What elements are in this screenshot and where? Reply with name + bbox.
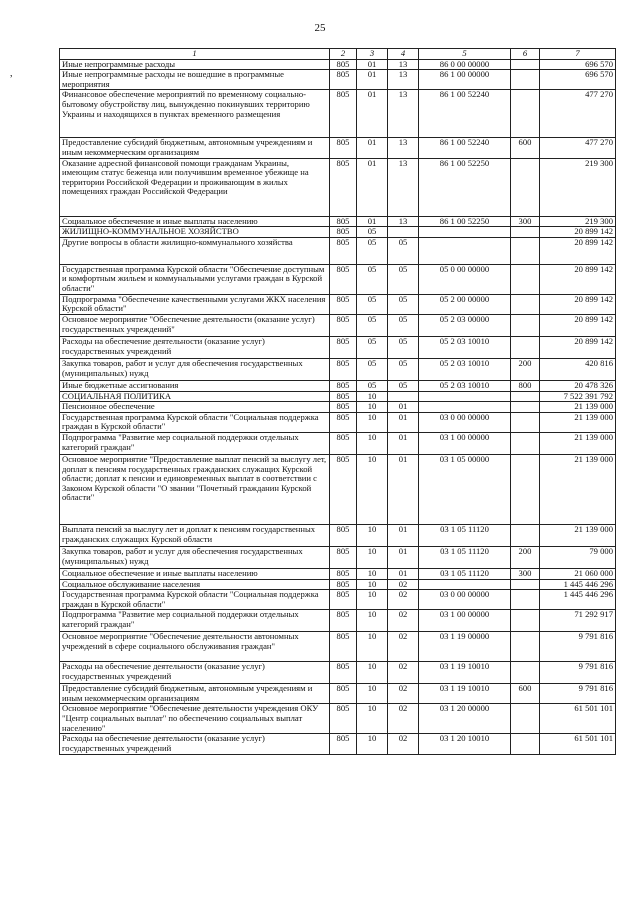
row-amount-cell: 9 791 816 bbox=[540, 662, 616, 684]
row-name-cell: Социальное обслуживание населения bbox=[60, 579, 330, 590]
row-admin-code-cell: 805 bbox=[330, 546, 357, 568]
table-row bbox=[60, 734, 616, 754]
row-expense-type-cell bbox=[511, 579, 540, 590]
row-amount-cell: 71 292 917 bbox=[540, 610, 616, 632]
row-expense-type-cell bbox=[511, 524, 540, 546]
row-expense-type-cell bbox=[511, 590, 540, 610]
row-section-cell: 05 bbox=[357, 264, 388, 294]
row-expense-type-cell bbox=[511, 632, 540, 662]
row-subsection-cell: 02 bbox=[388, 579, 419, 590]
row-amount-cell: 219 300 bbox=[540, 158, 616, 216]
row-target-article-cell: 05 2 03 10010 bbox=[419, 380, 511, 391]
row-name-cell: Предоставление субсидий бюджетным, автономным учреждениям и иным некоммерческим организациям bbox=[60, 138, 330, 158]
row-section-cell: 10 bbox=[357, 454, 388, 524]
row-target-article-cell: 86 0 00 00000 bbox=[419, 59, 511, 70]
row-target-article-cell: 03 0 00 00000 bbox=[419, 412, 511, 432]
row-subsection-cell: 01 bbox=[388, 454, 419, 524]
row-expense-type-cell: 600 bbox=[511, 684, 540, 704]
row-admin-code-cell: 805 bbox=[330, 158, 357, 216]
row-amount-cell: 21 139 000 bbox=[540, 454, 616, 524]
row-expense-type-cell bbox=[511, 158, 540, 216]
header-cell: 5 bbox=[419, 49, 511, 60]
row-target-article-cell: 05 2 03 00000 bbox=[419, 314, 511, 336]
row-expense-type-cell bbox=[511, 432, 540, 454]
row-name-cell: Основное мероприятие "Обеспечение деятельности учреждения ОКУ "Центр социальных выплат" по обеспечению социальных выплат населению" bbox=[60, 704, 330, 734]
row-target-article-cell: 86 1 00 52240 bbox=[419, 138, 511, 158]
table-row bbox=[60, 237, 616, 264]
header-cell: 1 bbox=[60, 49, 330, 60]
row-subsection-cell: 02 bbox=[388, 684, 419, 704]
row-amount-cell: 20 478 326 bbox=[540, 380, 616, 391]
row-expense-type-cell bbox=[511, 237, 540, 264]
row-target-article-cell bbox=[419, 227, 511, 238]
row-target-article-cell: 86 1 00 52250 bbox=[419, 216, 511, 227]
row-amount-cell: 21 139 000 bbox=[540, 412, 616, 432]
row-amount-cell: 1 445 446 296 bbox=[540, 590, 616, 610]
row-name-cell: ЖИЛИЩНО-КОММУНАЛЬНОЕ ХОЗЯЙСТВО bbox=[60, 227, 330, 238]
row-target-article-cell: 03 1 05 11120 bbox=[419, 568, 511, 579]
row-amount-cell: 20 899 142 bbox=[540, 336, 616, 358]
header-row bbox=[60, 49, 616, 60]
table-row bbox=[60, 227, 616, 238]
table-body bbox=[60, 59, 616, 754]
row-amount-cell: 20 899 142 bbox=[540, 264, 616, 294]
row-name-cell: Выплата пенсий за выслугу лет и доплат к пенсиям государственных гражданских служащих Курской области bbox=[60, 524, 330, 546]
row-name-cell: Закупка товаров, работ и услуг для обеспечения государственных (муниципальных) нужд bbox=[60, 546, 330, 568]
row-admin-code-cell: 805 bbox=[330, 402, 357, 413]
row-subsection-cell: 05 bbox=[388, 314, 419, 336]
row-expense-type-cell bbox=[511, 294, 540, 314]
row-admin-code-cell: 805 bbox=[330, 70, 357, 90]
row-admin-code-cell: 805 bbox=[330, 59, 357, 70]
row-expense-type-cell: 300 bbox=[511, 568, 540, 579]
row-target-article-cell: 03 1 19 00000 bbox=[419, 632, 511, 662]
row-expense-type-cell bbox=[511, 336, 540, 358]
row-name-cell: Государственная программа Курской области "Обеспечение доступным и комфортным жильем и коммунальными услугами граждан в Курской области" bbox=[60, 264, 330, 294]
row-admin-code-cell: 805 bbox=[330, 138, 357, 158]
row-expense-type-cell: 300 bbox=[511, 216, 540, 227]
row-target-article-cell: 05 0 00 00000 bbox=[419, 264, 511, 294]
row-name-cell: Социальное обеспечение и иные выплаты населению bbox=[60, 568, 330, 579]
row-section-cell: 10 bbox=[357, 412, 388, 432]
header-cell: 7 bbox=[540, 49, 616, 60]
row-admin-code-cell: 805 bbox=[330, 90, 357, 138]
row-target-article-cell: 86 1 00 00000 bbox=[419, 70, 511, 90]
row-target-article-cell: 05 2 03 10010 bbox=[419, 358, 511, 380]
table-row bbox=[60, 391, 616, 402]
row-section-cell: 01 bbox=[357, 70, 388, 90]
row-target-article-cell bbox=[419, 579, 511, 590]
row-target-article-cell: 03 1 05 11120 bbox=[419, 546, 511, 568]
row-section-cell: 10 bbox=[357, 524, 388, 546]
row-section-cell: 10 bbox=[357, 402, 388, 413]
row-target-article-cell: 86 1 00 52250 bbox=[419, 158, 511, 216]
row-expense-type-cell bbox=[511, 391, 540, 402]
table-row bbox=[60, 314, 616, 336]
table-row bbox=[60, 632, 616, 662]
row-admin-code-cell: 805 bbox=[330, 227, 357, 238]
row-amount-cell: 696 570 bbox=[540, 59, 616, 70]
row-section-cell: 01 bbox=[357, 216, 388, 227]
row-target-article-cell: 03 1 20 00000 bbox=[419, 704, 511, 734]
row-amount-cell: 7 522 391 792 bbox=[540, 391, 616, 402]
header-cell: 2 bbox=[330, 49, 357, 60]
row-admin-code-cell: 805 bbox=[330, 590, 357, 610]
row-amount-cell: 1 445 446 296 bbox=[540, 579, 616, 590]
row-amount-cell: 420 816 bbox=[540, 358, 616, 380]
row-name-cell: Подпрограмма "Обеспечение качественными услугами ЖКХ населения Курской области" bbox=[60, 294, 330, 314]
row-subsection-cell bbox=[388, 391, 419, 402]
row-subsection-cell: 02 bbox=[388, 662, 419, 684]
row-admin-code-cell: 805 bbox=[330, 294, 357, 314]
row-admin-code-cell: 805 bbox=[330, 264, 357, 294]
row-target-article-cell: 03 0 00 00000 bbox=[419, 590, 511, 610]
row-admin-code-cell: 805 bbox=[330, 568, 357, 579]
row-target-article-cell: 05 2 00 00000 bbox=[419, 294, 511, 314]
row-target-article-cell: 03 1 00 00000 bbox=[419, 432, 511, 454]
row-subsection-cell: 02 bbox=[388, 590, 419, 610]
row-subsection-cell: 05 bbox=[388, 264, 419, 294]
row-amount-cell: 20 899 142 bbox=[540, 314, 616, 336]
row-expense-type-cell: 800 bbox=[511, 380, 540, 391]
row-name-cell: Закупка товаров, работ и услуг для обеспечения государственных (муниципальных) нужд bbox=[60, 358, 330, 380]
row-name-cell: Основное мероприятие "Обеспечение деятельности автономных учреждений в сфере социального обслуживания граждан" bbox=[60, 632, 330, 662]
row-name-cell: Основное мероприятие "Предоставление выплат пенсий за выслугу лет, доплат к пенсиям государственных гражданских служащих Курской области; доплат к пенсии и единовременных выплат в соответствии с Законом Курской области "О звании "Почетный гражданин Курской области" bbox=[60, 454, 330, 524]
table-row bbox=[60, 412, 616, 432]
row-section-cell: 10 bbox=[357, 704, 388, 734]
header-cell: 3 bbox=[357, 49, 388, 60]
row-amount-cell: 61 501 101 bbox=[540, 704, 616, 734]
row-subsection-cell: 13 bbox=[388, 158, 419, 216]
row-section-cell: 05 bbox=[357, 380, 388, 391]
row-admin-code-cell: 805 bbox=[330, 734, 357, 754]
table-row bbox=[60, 432, 616, 454]
table-row bbox=[60, 70, 616, 90]
row-admin-code-cell: 805 bbox=[330, 432, 357, 454]
row-amount-cell: 21 139 000 bbox=[540, 432, 616, 454]
row-amount-cell: 61 501 101 bbox=[540, 734, 616, 754]
row-name-cell: Другие вопросы в области жилищно-коммунального хозяйства bbox=[60, 237, 330, 264]
row-amount-cell: 219 300 bbox=[540, 216, 616, 227]
row-admin-code-cell: 805 bbox=[330, 662, 357, 684]
table-row bbox=[60, 684, 616, 704]
row-subsection-cell bbox=[388, 227, 419, 238]
row-section-cell: 01 bbox=[357, 138, 388, 158]
row-name-cell: Расходы на обеспечение деятельности (оказание услуг) государственных учреждений bbox=[60, 662, 330, 684]
row-section-cell: 05 bbox=[357, 358, 388, 380]
table-row bbox=[60, 294, 616, 314]
row-admin-code-cell: 805 bbox=[330, 391, 357, 402]
row-admin-code-cell: 805 bbox=[330, 314, 357, 336]
row-admin-code-cell: 805 bbox=[330, 632, 357, 662]
table-row bbox=[60, 358, 616, 380]
table-row bbox=[60, 158, 616, 216]
row-name-cell: Расходы на обеспечение деятельности (оказание услуг) государственных учреждений bbox=[60, 336, 330, 358]
row-expense-type-cell bbox=[511, 454, 540, 524]
row-name-cell: Основное мероприятие "Обеспечение деятельности (оказание услуг) государственных учреждений" bbox=[60, 314, 330, 336]
row-name-cell: Оказание адресной финансовой помощи гражданам Украины, имеющим статус беженца или получившим временное убежище на территории Российской Федерации и проживающим в жилых помещениях граждан Российской Федерации bbox=[60, 158, 330, 216]
header-cell: 6 bbox=[511, 49, 540, 60]
row-subsection-cell: 01 bbox=[388, 568, 419, 579]
row-amount-cell: 477 270 bbox=[540, 90, 616, 138]
row-amount-cell: 21 139 000 bbox=[540, 402, 616, 413]
table-row bbox=[60, 590, 616, 610]
table-row bbox=[60, 662, 616, 684]
row-target-article-cell: 03 1 05 00000 bbox=[419, 454, 511, 524]
row-section-cell: 10 bbox=[357, 579, 388, 590]
row-section-cell: 10 bbox=[357, 662, 388, 684]
page-number: 25 bbox=[314, 22, 326, 34]
row-admin-code-cell: 805 bbox=[330, 524, 357, 546]
row-admin-code-cell: 805 bbox=[330, 237, 357, 264]
table-row bbox=[60, 216, 616, 227]
row-amount-cell: 20 899 142 bbox=[540, 237, 616, 264]
row-section-cell: 05 bbox=[357, 227, 388, 238]
row-name-cell: Иные бюджетные ассигнования bbox=[60, 380, 330, 391]
row-subsection-cell: 13 bbox=[388, 216, 419, 227]
row-name-cell: Иные непрограммные расходы bbox=[60, 59, 330, 70]
row-target-article-cell bbox=[419, 402, 511, 413]
row-admin-code-cell: 805 bbox=[330, 216, 357, 227]
row-amount-cell: 696 570 bbox=[540, 70, 616, 90]
row-subsection-cell: 01 bbox=[388, 432, 419, 454]
row-name-cell: Предоставление субсидий бюджетным, автономным учреждениям и иным некоммерческим организациям bbox=[60, 684, 330, 704]
row-section-cell: 05 bbox=[357, 237, 388, 264]
row-subsection-cell: 05 bbox=[388, 336, 419, 358]
table-row bbox=[60, 546, 616, 568]
row-subsection-cell: 05 bbox=[388, 358, 419, 380]
row-section-cell: 10 bbox=[357, 632, 388, 662]
row-subsection-cell: 13 bbox=[388, 90, 419, 138]
row-target-article-cell: 05 2 03 10010 bbox=[419, 336, 511, 358]
row-target-article-cell: 03 1 19 10010 bbox=[419, 684, 511, 704]
row-expense-type-cell bbox=[511, 59, 540, 70]
row-subsection-cell: 01 bbox=[388, 524, 419, 546]
table-row bbox=[60, 568, 616, 579]
row-amount-cell: 20 899 142 bbox=[540, 227, 616, 238]
row-subsection-cell: 13 bbox=[388, 70, 419, 90]
row-name-cell: Социальное обеспечение и иные выплаты населению bbox=[60, 216, 330, 227]
row-amount-cell: 21 060 000 bbox=[540, 568, 616, 579]
row-name-cell: СОЦИАЛЬНАЯ ПОЛИТИКА bbox=[60, 391, 330, 402]
row-section-cell: 05 bbox=[357, 314, 388, 336]
row-subsection-cell: 05 bbox=[388, 380, 419, 391]
table-row bbox=[60, 704, 616, 734]
table-row bbox=[60, 59, 616, 70]
row-subsection-cell: 01 bbox=[388, 402, 419, 413]
table-row bbox=[60, 138, 616, 158]
row-admin-code-cell: 805 bbox=[330, 579, 357, 590]
row-amount-cell: 20 899 142 bbox=[540, 294, 616, 314]
row-expense-type-cell bbox=[511, 90, 540, 138]
row-expense-type-cell bbox=[511, 227, 540, 238]
row-expense-type-cell bbox=[511, 314, 540, 336]
stray-mark: , bbox=[10, 68, 13, 79]
row-target-article-cell: 03 1 20 10010 bbox=[419, 734, 511, 754]
row-admin-code-cell: 805 bbox=[330, 704, 357, 734]
row-expense-type-cell: 200 bbox=[511, 358, 540, 380]
row-section-cell: 01 bbox=[357, 90, 388, 138]
table-row bbox=[60, 524, 616, 546]
row-admin-code-cell: 805 bbox=[330, 454, 357, 524]
row-section-cell: 10 bbox=[357, 568, 388, 579]
row-name-cell: Государственная программа Курской области "Социальная поддержка граждан в Курской области" bbox=[60, 590, 330, 610]
row-subsection-cell: 01 bbox=[388, 412, 419, 432]
row-admin-code-cell: 805 bbox=[330, 336, 357, 358]
table-row bbox=[60, 90, 616, 138]
table-row bbox=[60, 610, 616, 632]
row-expense-type-cell bbox=[511, 264, 540, 294]
row-name-cell: Финансовое обеспечение мероприятий по временному социально-бытовому обустройству лиц, вынужденно покинувших территорию Украины и находящихся в пунктах временного размещения bbox=[60, 90, 330, 138]
row-subsection-cell: 02 bbox=[388, 734, 419, 754]
row-name-cell: Расходы на обеспечение деятельности (оказание услуг) государственных учреждений bbox=[60, 734, 330, 754]
row-amount-cell: 9 791 816 bbox=[540, 632, 616, 662]
row-section-cell: 01 bbox=[357, 59, 388, 70]
row-subsection-cell: 05 bbox=[388, 294, 419, 314]
table-row bbox=[60, 264, 616, 294]
table-row bbox=[60, 454, 616, 524]
table-row bbox=[60, 579, 616, 590]
row-target-article-cell: 03 1 05 11120 bbox=[419, 524, 511, 546]
row-expense-type-cell: 200 bbox=[511, 546, 540, 568]
row-target-article-cell bbox=[419, 237, 511, 264]
row-name-cell: Государственная программа Курской области "Социальная поддержка граждан в Курской области" bbox=[60, 412, 330, 432]
table-row bbox=[60, 380, 616, 391]
row-admin-code-cell: 805 bbox=[330, 380, 357, 391]
row-subsection-cell: 02 bbox=[388, 632, 419, 662]
row-name-cell: Подпрограмма "Развитие мер социальной поддержки отдельных категорий граждан" bbox=[60, 432, 330, 454]
row-target-article-cell: 03 1 00 00000 bbox=[419, 610, 511, 632]
row-admin-code-cell: 805 bbox=[330, 412, 357, 432]
row-subsection-cell: 05 bbox=[388, 237, 419, 264]
row-admin-code-cell: 805 bbox=[330, 684, 357, 704]
row-expense-type-cell bbox=[511, 704, 540, 734]
row-target-article-cell: 86 1 00 52240 bbox=[419, 90, 511, 138]
row-subsection-cell: 01 bbox=[388, 546, 419, 568]
row-expense-type-cell bbox=[511, 402, 540, 413]
row-section-cell: 10 bbox=[357, 546, 388, 568]
row-expense-type-cell bbox=[511, 412, 540, 432]
row-expense-type-cell bbox=[511, 734, 540, 754]
row-subsection-cell: 13 bbox=[388, 59, 419, 70]
row-admin-code-cell: 805 bbox=[330, 610, 357, 632]
row-section-cell: 10 bbox=[357, 610, 388, 632]
row-subsection-cell: 02 bbox=[388, 704, 419, 734]
row-amount-cell: 9 791 816 bbox=[540, 684, 616, 704]
row-expense-type-cell: 600 bbox=[511, 138, 540, 158]
row-section-cell: 10 bbox=[357, 391, 388, 402]
table-row bbox=[60, 336, 616, 358]
row-amount-cell: 21 139 000 bbox=[540, 524, 616, 546]
row-amount-cell: 477 270 bbox=[540, 138, 616, 158]
row-target-article-cell bbox=[419, 391, 511, 402]
row-name-cell: Иные непрограммные расходы не вошедшие в программные мероприятия bbox=[60, 70, 330, 90]
row-section-cell: 10 bbox=[357, 590, 388, 610]
row-section-cell: 05 bbox=[357, 294, 388, 314]
header-cell: 4 bbox=[388, 49, 419, 60]
row-name-cell: Подпрограмма "Развитие мер социальной поддержки отдельных категорий граждан" bbox=[60, 610, 330, 632]
row-expense-type-cell bbox=[511, 662, 540, 684]
row-target-article-cell: 03 1 19 10010 bbox=[419, 662, 511, 684]
row-subsection-cell: 13 bbox=[388, 138, 419, 158]
row-admin-code-cell: 805 bbox=[330, 358, 357, 380]
table-row bbox=[60, 402, 616, 413]
row-section-cell: 10 bbox=[357, 734, 388, 754]
row-amount-cell: 79 000 bbox=[540, 546, 616, 568]
row-name-cell: Пенсионное обеспечение bbox=[60, 402, 330, 413]
row-section-cell: 10 bbox=[357, 684, 388, 704]
row-expense-type-cell bbox=[511, 610, 540, 632]
budget-table bbox=[59, 48, 616, 755]
row-section-cell: 05 bbox=[357, 336, 388, 358]
row-section-cell: 10 bbox=[357, 432, 388, 454]
row-section-cell: 01 bbox=[357, 158, 388, 216]
row-subsection-cell: 02 bbox=[388, 610, 419, 632]
row-expense-type-cell bbox=[511, 70, 540, 90]
